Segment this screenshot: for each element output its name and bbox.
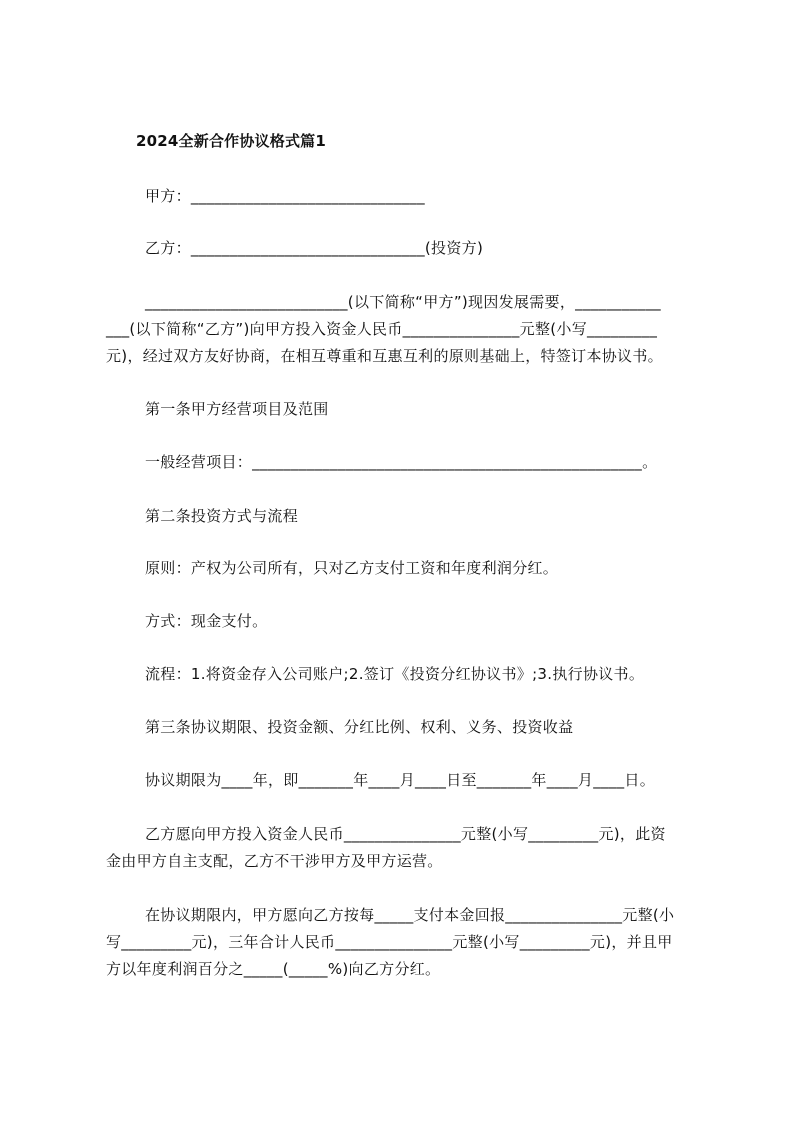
return-line-2: 写_________元)，三年合计人民币_______________元整(小写_________元)，并且甲: [106, 933, 673, 951]
article-2-heading: 第二条投资方式与流程: [145, 507, 299, 525]
preamble-line-3: 元)，经过双方友好协商，在相互尊重和互惠互利的原则基础上，特签订本协议书。: [106, 347, 663, 365]
party-b-line: 乙方：______________________________(投资方): [145, 239, 484, 257]
party-a-line: 甲方：______________________________: [145, 187, 425, 205]
return-line-3: 方以年度利润百分之_____(_____%)向乙方分红。: [106, 960, 441, 978]
return-line-1: 在协议期限内，甲方愿向乙方按每_____支付本金回报_______________元整(小: [145, 906, 675, 924]
method-line: 方式：现金支付。: [145, 612, 268, 630]
principle-line: 原则：产权为公司所有，只对乙方支付工资和年度利润分红。: [145, 559, 559, 577]
article-1-heading: 第一条甲方经营项目及范围: [145, 400, 329, 418]
preamble-line-2: ___(以下简称“乙方”)向甲方投入资金人民币_______________元整(小写_________: [106, 320, 658, 338]
process-line: 流程：1.将资金存入公司账户;2.签订《投资分红协议书》;3.执行协议书。: [145, 665, 645, 683]
investment-line-2: 金由甲方自主支配，乙方不干涉甲方及甲方运营。: [106, 852, 443, 870]
document-title: 2024全新合作协议格式篇1: [136, 132, 326, 150]
article-3-heading: 第三条协议期限、投资金额、分红比例、权利、义务、投资收益: [145, 718, 574, 736]
investment-line-1: 乙方愿向甲方投入资金人民币_______________元整(小写_________元)，此资: [145, 825, 666, 843]
preamble-line-1: __________________________(以下简称“甲方”)现因发展需要，___________: [145, 293, 661, 311]
term-line: 协议期限为____年，即_______年____月____日至_______年____月____日。: [145, 771, 656, 789]
business-scope-line: 一般经营项目：__________________________________________________。: [145, 453, 658, 471]
